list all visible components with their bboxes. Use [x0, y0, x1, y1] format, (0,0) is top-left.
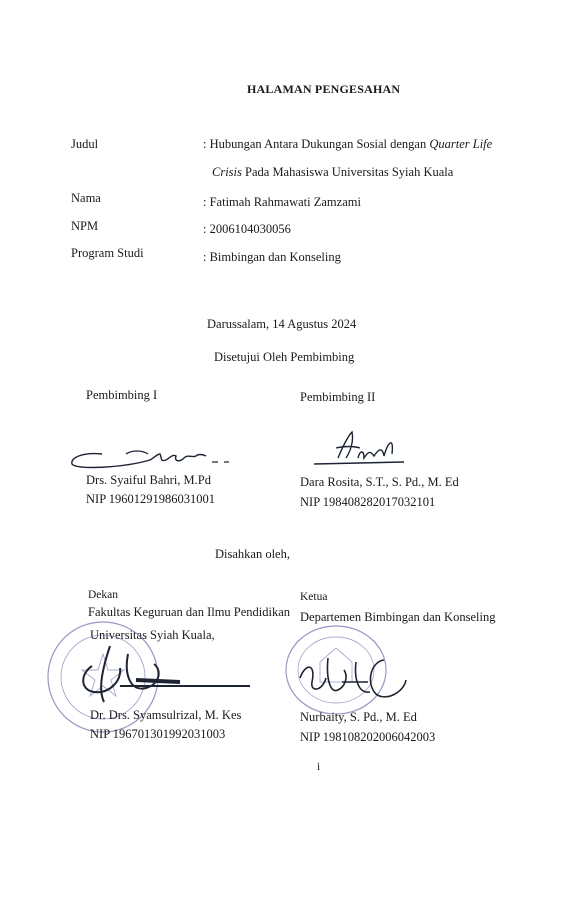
advisor1-role: Pembimbing I — [86, 388, 158, 402]
npm-value: : 2006104030056 — [203, 222, 291, 236]
dean-unit-line1: Fakultas Keguruan dan Ilmu Pendidikan — [88, 605, 291, 619]
judul-value-line2: Crisis Pada Mahasiswa Universitas Syiah Kuala — [212, 165, 454, 179]
judul-label: Judul — [71, 137, 99, 151]
dean-signature — [50, 640, 255, 710]
advisor1-signature — [62, 440, 242, 476]
head-name: Nurbaity, S. Pd., M. Ed — [300, 710, 417, 724]
nama-label: Nama — [71, 191, 101, 205]
page-title: HALAMAN PENGESAHAN — [247, 82, 401, 96]
head-role: Ketua — [300, 591, 328, 603]
dean-nip: NIP 196701301992031003 — [90, 727, 226, 741]
prodi-value: : Bimbingan dan Konseling — [203, 250, 341, 264]
place-date: Darussalam, 14 Agustus 2024 — [207, 317, 357, 331]
dean-name: Dr. Drs. Syamsulrizal, M. Kes — [90, 708, 242, 722]
ratified-by-heading: Disahkan oleh, — [215, 547, 290, 561]
advisor2-name: Dara Rosita, S.T., S. Pd., M. Ed — [300, 475, 459, 489]
prodi-label: Program Studi — [71, 246, 144, 260]
approved-by-heading: Disetujui Oleh Pembimbing — [214, 350, 355, 364]
head-signature — [292, 648, 412, 708]
advisor2-signature — [308, 428, 418, 468]
npm-label: NPM — [71, 219, 99, 233]
dean-role: Dekan — [88, 589, 119, 601]
advisor1-name: Drs. Syaiful Bahri, M.Pd — [86, 473, 211, 487]
head-unit-line1: Departemen Bimbingan dan Konseling — [300, 610, 496, 624]
dean-unit-line2: Universitas Syiah Kuala, — [90, 628, 215, 642]
judul-value-line1: : Hubungan Antara Dukungan Sosial dengan Quarter Life — [203, 137, 493, 151]
page-number: i — [317, 761, 321, 773]
nama-value: : Fatimah Rahmawati Zamzami — [203, 195, 361, 209]
advisor2-role: Pembimbing II — [300, 390, 376, 404]
advisor2-nip: NIP 198408282017032101 — [300, 495, 436, 509]
advisor1-nip: NIP 19601291986031001 — [86, 492, 216, 506]
head-nip: NIP 198108202006042003 — [300, 730, 436, 744]
